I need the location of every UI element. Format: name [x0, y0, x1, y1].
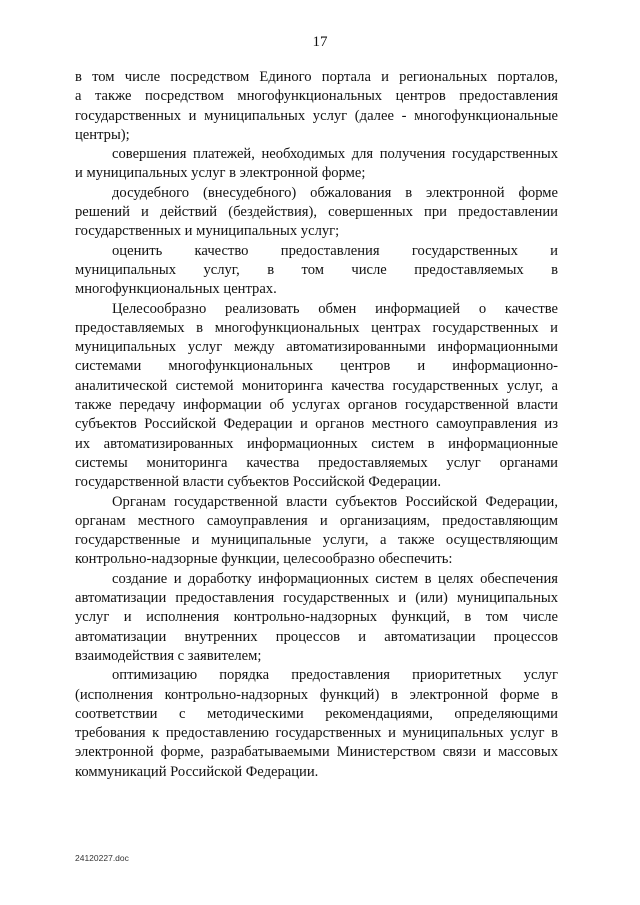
text-line: Органам государственной власти субъектов Российской Федерации, — [112, 493, 558, 510]
text-line: муниципальных услуг, в том числе предоставляемых в — [75, 261, 558, 278]
text-line: а также посредством многофункциональных центров предоставления — [75, 88, 558, 105]
text-line: оптимизацию порядка предоставления приоритетных услуг — [112, 667, 558, 684]
text-line: их автоматизированных информационных систем в информационные — [75, 435, 558, 452]
text-line: оценить качество предоставления государственных и — [112, 242, 558, 259]
text-line: центры); — [75, 126, 130, 143]
text-line: Целесообразно реализовать обмен информацией о качестве — [112, 300, 558, 317]
text-line: муниципальных услуг между автоматизированными информационными — [75, 339, 558, 356]
text-line: требования к предоставлению государственных и муниципальных услуг в — [75, 725, 558, 742]
text-line: автоматизации внутренних процессов и автоматизации процессов — [75, 628, 558, 645]
text-line: коммуникаций Российской Федерации. — [75, 763, 319, 780]
text-line: досудебного (внесудебного) обжалования в электронной форме — [112, 184, 558, 201]
text-line: взаимодействия с заявителем; — [75, 647, 262, 664]
text-line: субъектов Российской Федерации и органов местного самоуправления из — [75, 416, 558, 433]
text-line: системы мониторинга качества предоставляемых услуг органами — [75, 454, 558, 471]
text-line: автоматизации предоставления государственных и (или) муниципальных — [75, 590, 558, 607]
text-line: органам местного самоуправления и организациям, предоставляющим — [75, 512, 558, 529]
text-line: совершения платежей, необходимых для получения государственных — [112, 146, 558, 163]
text-line: многофункциональных центрах. — [75, 281, 277, 298]
text-line: системами многофункциональных центров и информационно- — [75, 358, 558, 375]
text-line: государственных и муниципальных услуг; — [75, 223, 340, 240]
text-line: и муниципальных услуг в электронной форме; — [75, 165, 366, 182]
text-line: государственные и муниципальные услуги, а также осуществляющим — [75, 532, 558, 549]
text-line: услуг и исполнения контрольно-надзорных функций, в том числе — [75, 609, 558, 626]
text-line: в том числе посредством Единого портала и региональных порталов, — [75, 69, 558, 85]
text-line: электронной форме, разрабатываемыми Министерством связи и массовых — [75, 744, 558, 761]
text-line: контрольно-надзорные функции, целесообразно обеспечить: — [75, 551, 453, 568]
text-line: аналитической системой мониторинга качества государственных услуг, а — [75, 377, 558, 394]
text-line: также передачу информации об услугах органов государственной власти — [75, 397, 558, 414]
text-line: решений и действий (бездействия), совершенных при предоставлении — [75, 204, 558, 221]
text-line: государственных и муниципальных услуг (далее - многофункциональные — [75, 107, 558, 124]
footer-filename: 24120227.doc — [75, 853, 129, 863]
text-line: предоставляемых в многофункциональных центрах государственных и — [75, 319, 558, 336]
page-number: 17 — [312, 34, 328, 50]
text-line: (исполнения контрольно-надзорных функций) в электронной форме в — [75, 686, 558, 703]
text-line: государственной власти субъектов Российской Федерации. — [75, 474, 441, 491]
text-line: соответствии с методическими рекомендациями, определяющими — [75, 705, 558, 722]
body-text — [75, 68, 558, 782]
text-line: создание и доработку информационных систем в целях обеспечения — [112, 570, 558, 587]
